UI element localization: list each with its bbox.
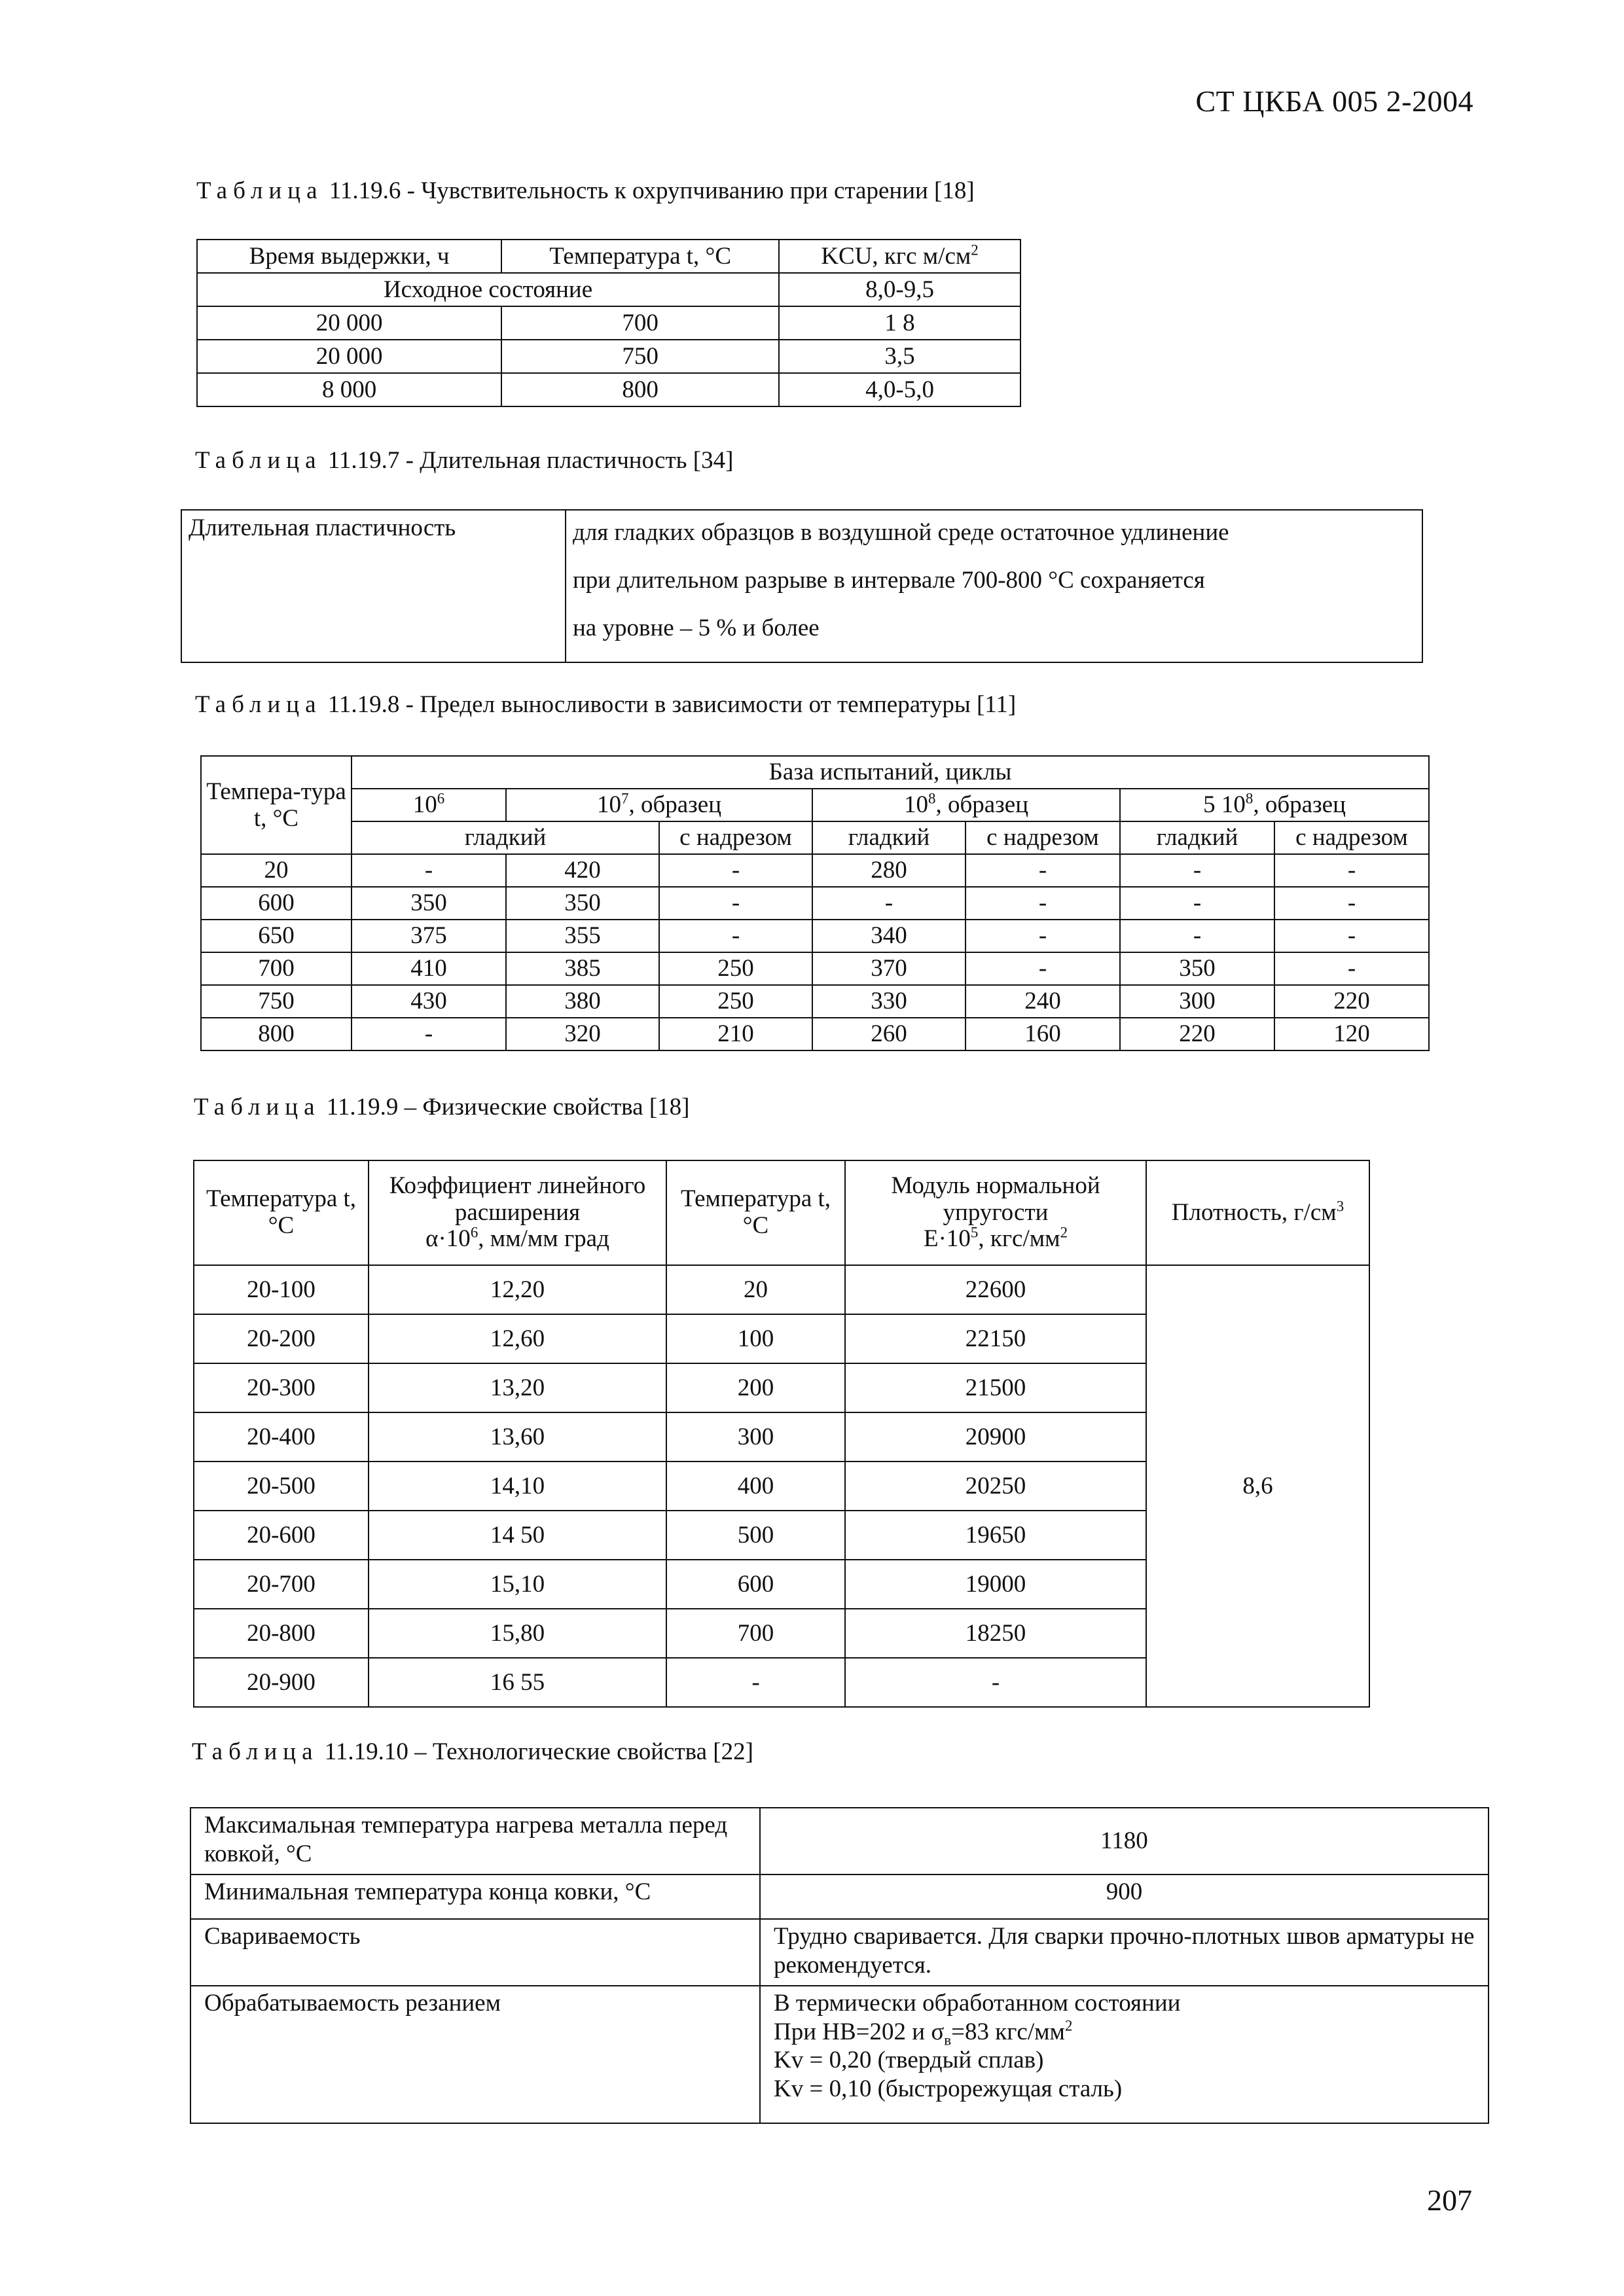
cell: 320 <box>506 1018 659 1050</box>
header-base-5x10e8: 5 $10^8$, образец <box>1120 789 1429 821</box>
cell: 100 <box>666 1314 845 1363</box>
header-temperature-range: Температура t, °С <box>194 1160 369 1265</box>
machinability-line: В термически обработанном состоянии <box>774 1990 1181 2017</box>
cell: 19000 <box>845 1560 1146 1609</box>
cell: 20-500 <box>194 1462 369 1511</box>
machinability-label: Обрабатываемость резанием <box>190 1986 760 2123</box>
table8-caption <box>195 691 1016 719</box>
weldability-label: Свариваемость <box>190 1919 760 1986</box>
initial-state-label: Исходное состояние <box>197 273 779 306</box>
table10-title: 11.19.10 – Технологические свойства [22] <box>318 1738 753 1765</box>
table-technological-properties <box>190 1807 1489 2124</box>
min-forging-temp-value: 900 <box>760 1874 1489 1919</box>
cell: 20-300 <box>194 1363 369 1412</box>
header-notched: с надрезом <box>1274 821 1429 854</box>
ductility-description <box>566 510 1422 662</box>
cell: 20-700 <box>194 1560 369 1609</box>
cell: - <box>812 887 965 920</box>
description-line: на уровне – 5 % и более <box>573 615 820 641</box>
cell: 410 <box>352 952 506 985</box>
header-base-10e8: $10^8$, образец <box>812 789 1120 821</box>
header-notched: с надрезом <box>965 821 1120 854</box>
header-notched: с надрезом <box>659 821 812 854</box>
cell: - <box>1274 920 1429 952</box>
table-row <box>201 952 1429 985</box>
table7-label: Таблица <box>195 447 322 474</box>
cell: 18250 <box>845 1609 1146 1658</box>
table-row <box>194 1265 1369 1314</box>
cell: 330 <box>812 985 965 1018</box>
table-long-term-ductility <box>181 509 1423 663</box>
cell: 340 <box>812 920 965 952</box>
table7-title: 11.19.7 - Длительная пластичность [34] <box>321 447 734 474</box>
header-smooth: гладкий <box>1120 821 1274 854</box>
cell: 4,0-5,0 <box>779 373 1020 406</box>
cell: - <box>965 952 1120 985</box>
cell: 750 <box>201 985 352 1018</box>
cell: 500 <box>666 1511 845 1560</box>
cell: 260 <box>812 1018 965 1050</box>
document-code: СТ ЦКБА 005 2-2004 <box>1195 84 1473 118</box>
cell: - <box>1120 887 1274 920</box>
header-temperature: Температура t, °С <box>501 240 779 273</box>
cell: 420 <box>506 854 659 887</box>
cell: 700 <box>201 952 352 985</box>
cell: 20-600 <box>194 1511 369 1560</box>
cell: 375 <box>352 920 506 952</box>
cell: 20900 <box>845 1412 1146 1462</box>
table-physical-properties <box>193 1160 1370 1708</box>
header-temperature: Температура t, °С <box>666 1160 845 1265</box>
header-base-10e7: $10^7$, образец <box>506 789 812 821</box>
cell: 22150 <box>845 1314 1146 1363</box>
cell: 20-100 <box>194 1265 369 1314</box>
table-row <box>201 920 1429 952</box>
table-row <box>197 306 1020 340</box>
cell: 14 50 <box>369 1511 666 1560</box>
cell: 22600 <box>845 1265 1146 1314</box>
cell: 15,80 <box>369 1609 666 1658</box>
cell: 20 <box>666 1265 845 1314</box>
cell: 750 <box>501 340 779 373</box>
table-row <box>197 373 1020 406</box>
cell: 20 000 <box>197 340 501 373</box>
cell: 350 <box>506 887 659 920</box>
table8-label: Таблица <box>195 691 322 718</box>
cell: - <box>659 854 812 887</box>
table-row <box>201 1018 1429 1050</box>
density-value: 8,6 <box>1146 1265 1369 1707</box>
header-expansion-coefficient: Коэффициент линейного расширения $\alpha\cdot 10^6$, мм/мм град <box>369 1160 666 1265</box>
cell: 240 <box>965 985 1120 1018</box>
cell: 13,20 <box>369 1363 666 1412</box>
cell: 355 <box>506 920 659 952</box>
cell: 600 <box>666 1560 845 1609</box>
table6-title: 11.19.6 - Чувствительность к охрупчиванию при старении [18] <box>323 177 975 204</box>
weldability-value: Трудно сваривается. Для сварки прочно-плотных швов арматуры не рекомендуется. <box>760 1919 1489 1986</box>
header-temperature: Темпера-тура t, °С <box>201 756 352 854</box>
table8-title: 11.19.8 - Предел выносливости в зависимости от температуры [11] <box>321 691 1017 718</box>
initial-state-value: 8,0-9,5 <box>779 273 1020 306</box>
cell: 20-900 <box>194 1658 369 1707</box>
cell: 700 <box>501 306 779 340</box>
table9-caption <box>194 1093 689 1121</box>
cell: 800 <box>501 373 779 406</box>
cell: 20-200 <box>194 1314 369 1363</box>
header-elastic-modulus: Модуль нормальной упругости $E\cdot 10^5$, кгс/$мм^2$ <box>845 1160 1146 1265</box>
cell: 12,20 <box>369 1265 666 1314</box>
cell: 1 8 <box>779 306 1020 340</box>
table9-label: Таблица <box>194 1094 321 1121</box>
header-kcu: KCU, кгс $м/см^2$ <box>779 240 1020 273</box>
cell: - <box>965 854 1120 887</box>
cell: 20250 <box>845 1462 1146 1511</box>
table7-caption <box>195 446 733 475</box>
cell: 200 <box>666 1363 845 1412</box>
cell: 3,5 <box>779 340 1020 373</box>
cell: 160 <box>965 1018 1120 1050</box>
cell: 380 <box>506 985 659 1018</box>
page-number: 207 <box>1427 2183 1472 2217</box>
cell: 15,10 <box>369 1560 666 1609</box>
cell: - <box>965 887 1120 920</box>
cell: 16 55 <box>369 1658 666 1707</box>
max-forging-temp-value: 1180 <box>760 1808 1489 1874</box>
cell: 300 <box>666 1412 845 1462</box>
cell: - <box>666 1658 845 1707</box>
header-base-10e6: $10^6$ <box>352 789 506 821</box>
cell: 280 <box>812 854 965 887</box>
cell: 20-400 <box>194 1412 369 1462</box>
cell: 220 <box>1120 1018 1274 1050</box>
machinability-line: При НВ=202 и $\sigma_в=83$ кгс/$мм^2$ <box>774 2017 1073 2049</box>
table9-title: 11.19.9 – Физические свойства [18] <box>320 1094 690 1121</box>
machinability-line: Kv = 0,20 (твердый сплав) <box>774 2047 1044 2074</box>
table-row <box>201 985 1429 1018</box>
cell: 8 000 <box>197 373 501 406</box>
cell: 600 <box>201 887 352 920</box>
cell: 19650 <box>845 1511 1146 1560</box>
cell: - <box>1274 854 1429 887</box>
table-row <box>201 854 1429 887</box>
ductility-label: Длительная пластичность <box>181 510 566 662</box>
header-smooth: гладкий <box>352 821 659 854</box>
cell: 220 <box>1274 985 1429 1018</box>
description-line: для гладких образцов в воздушной среде остаточное удлинение <box>573 519 1229 546</box>
table-row <box>201 887 1429 920</box>
header-density: Плотность, $г/см^3$ <box>1146 1160 1369 1265</box>
cell: 20-800 <box>194 1609 369 1658</box>
cell: 400 <box>666 1462 845 1511</box>
cell: - <box>659 920 812 952</box>
cell: 21500 <box>845 1363 1146 1412</box>
cell: 14,10 <box>369 1462 666 1511</box>
cell: - <box>659 887 812 920</box>
cell: 385 <box>506 952 659 985</box>
cell: 650 <box>201 920 352 952</box>
cell: - <box>845 1658 1146 1707</box>
min-forging-temp-label: Минимальная температура конца ковки, °С <box>190 1874 760 1919</box>
cell: 800 <box>201 1018 352 1050</box>
max-forging-temp-label: Максимальная температура нагрева металла перед ковкой, °С <box>190 1808 760 1874</box>
header-hold-time: Время выдержки, ч <box>197 240 501 273</box>
cell: 20 000 <box>197 306 501 340</box>
table6-label: Таблица <box>196 177 323 204</box>
cell: 250 <box>659 985 812 1018</box>
table-aging-embrittlement <box>196 239 1021 407</box>
header-test-base: База испытаний, циклы <box>352 756 1429 789</box>
cell: - <box>1120 920 1274 952</box>
cell: 700 <box>666 1609 845 1658</box>
cell: 430 <box>352 985 506 1018</box>
cell: - <box>1274 952 1429 985</box>
machinability-value <box>760 1986 1489 2123</box>
cell: 12,60 <box>369 1314 666 1363</box>
cell: - <box>1274 887 1429 920</box>
cell: 370 <box>812 952 965 985</box>
cell: 350 <box>1120 952 1274 985</box>
cell: 13,60 <box>369 1412 666 1462</box>
table-endurance-limit <box>200 755 1430 1051</box>
cell: 250 <box>659 952 812 985</box>
cell: - <box>965 920 1120 952</box>
table10-caption <box>192 1738 753 1766</box>
cell: 20 <box>201 854 352 887</box>
cell: 210 <box>659 1018 812 1050</box>
table-row <box>197 340 1020 373</box>
machinability-line: Kv = 0,10 (быстрорежущая сталь) <box>774 2075 1123 2102</box>
cell: 120 <box>1274 1018 1429 1050</box>
cell: - <box>1120 854 1274 887</box>
table10-label: Таблица <box>192 1738 319 1765</box>
header-smooth: гладкий <box>812 821 965 854</box>
cell: - <box>352 854 506 887</box>
cell: - <box>352 1018 506 1050</box>
cell: 300 <box>1120 985 1274 1018</box>
cell: 350 <box>352 887 506 920</box>
description-line: при длительном разрыве в интервале 700-800 °С сохраняется <box>573 567 1205 594</box>
table6-caption <box>196 177 975 205</box>
